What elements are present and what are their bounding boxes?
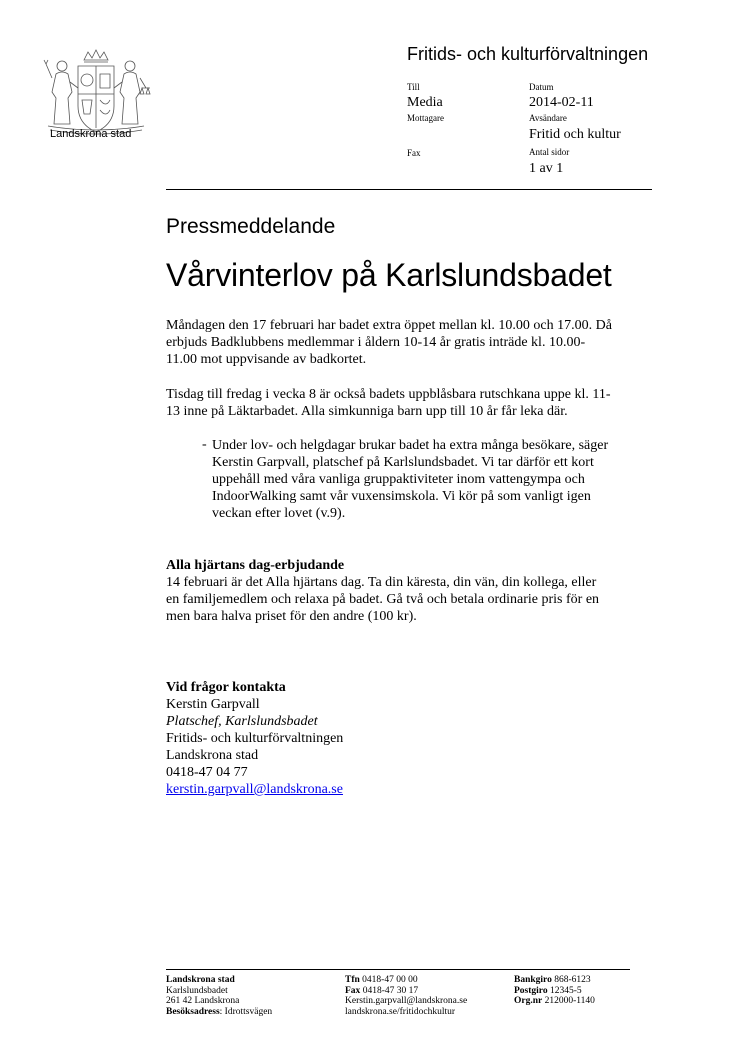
footer-bankgiro-value: 868-6123: [551, 975, 591, 985]
logo-text: Landskrona stad: [50, 128, 132, 140]
contact-email-link[interactable]: kerstin.garpvall@landskrona.se: [166, 782, 343, 797]
footer-street: Karlslundsbadet: [166, 985, 228, 996]
avsandare-label: Avsändare: [529, 113, 567, 123]
antal-sidor-label: Antal sidor: [529, 147, 570, 157]
paragraph-line: erbjuds Badklubbens medlemmar i åldern 10-14 år gratis inträde kl. 10.00-: [166, 335, 586, 350]
footer-email[interactable]: Kerstin.garpvall@landskrona.se: [345, 996, 468, 1006]
avsandare-value: Fritid och kultur: [529, 127, 621, 142]
contact-department: Fritids- och kulturförvaltningen: [166, 731, 344, 746]
footer-postgiro-label: Postgiro: [514, 985, 548, 996]
paragraph-line: 13 inne på Läktarbadet. Alla simkunniga barn upp till 10 år får leka där.: [166, 404, 568, 419]
quote-line: uppehåll med våra vanliga gruppaktiviteter inom vattengympa och: [212, 472, 585, 487]
footer-fax-value: 0418-47 30 17: [360, 985, 419, 996]
paragraph-2: [166, 386, 652, 420]
footer-col-bank: [514, 975, 595, 1007]
footer-fax-label: Fax: [345, 985, 361, 996]
footer-postgiro-value: 12345-5: [547, 985, 582, 996]
valentine-line: men bara halva priset för den andre (100 kr).: [166, 609, 417, 624]
footer-tfn-label: Tfn: [345, 975, 360, 985]
footer-visit-label: Besöksadress: [166, 1006, 220, 1017]
header-divider: [166, 189, 652, 190]
contact-name: Kerstin Garpvall: [166, 697, 260, 712]
footer-web[interactable]: landskrona.se/fritidochkultur: [345, 1006, 456, 1017]
quote-line: Under lov- och helgdagar brukar badet ha extra många besökare, säger: [212, 438, 609, 453]
quote-line: Kerstin Garpvall, platschef på Karlslundsbadet. Vi tar därför ett kort: [212, 455, 594, 470]
footer-org: Landskrona stad: [166, 975, 235, 985]
datum-label: Datum: [529, 82, 554, 92]
footer-orgnr-label: Org.nr: [514, 996, 543, 1006]
paragraph-1: [166, 317, 652, 368]
valentine-line: en familjemedlem och relaxa på badet. Gå två och betala ordinarie pris för en: [166, 592, 600, 607]
footer-divider: [166, 969, 630, 970]
footer-col-address: [166, 975, 272, 1017]
contact-block: [166, 679, 343, 798]
valentine-line: 14 februari är det Alla hjärtans dag. Ta din käresta, din vän, din kollega, eller: [166, 575, 597, 590]
paragraph-line: Tisdag till fredag i vecka 8 är också badets uppblåsbara rutschkana uppe kl. 11-: [166, 387, 611, 402]
paragraph-line: 11.00 mot uppvisande av badkortet.: [166, 352, 367, 367]
mottagare-label: Mottagare: [407, 113, 444, 123]
till-value: Media: [407, 95, 443, 110]
fax-label: Fax: [407, 148, 421, 158]
datum-value: 2014-02-11: [529, 95, 594, 110]
paragraph-line: Måndagen den 17 februari har badet extra öppet mellan kl. 10.00 och 17.00. Då: [166, 318, 612, 333]
quote-line: veckan efter lovet (v.9).: [212, 506, 346, 521]
bullet-dash: -: [202, 437, 207, 452]
document-kind: Pressmeddelande: [166, 215, 336, 238]
headline: Vårvinterlov på Karlslundsbadet: [166, 257, 612, 293]
footer-visit-value: : Idrottsvägen: [219, 1006, 273, 1017]
contact-heading: Vid frågor kontakta: [166, 680, 286, 695]
footer-orgnr-value: 212000-1140: [542, 996, 595, 1006]
quote-line: IndoorWalking samt vår vuxensimskola. Vi kör på som vanligt igen: [212, 489, 591, 504]
footer-postal: 261 42 Landskrona: [166, 996, 240, 1006]
valentine-section: [166, 557, 652, 625]
footer-tfn-value: 0418-47 00 00: [359, 975, 418, 985]
valentine-heading: Alla hjärtans dag-erbjudande: [166, 558, 345, 573]
contact-org: Landskrona stad: [166, 748, 259, 763]
antal-sidor-value: 1 av 1: [529, 161, 564, 176]
contact-title: Platschef, Karlslundsbadet: [166, 714, 318, 729]
department-title: Fritids- och kulturförvaltningen: [407, 44, 649, 64]
footer-bankgiro-label: Bankgiro: [514, 975, 552, 985]
quote-bullet: [212, 437, 652, 522]
contact-phone: 0418-47 04 77: [166, 765, 248, 780]
till-label: Till: [407, 82, 420, 92]
footer-col-contact: [345, 975, 467, 1017]
